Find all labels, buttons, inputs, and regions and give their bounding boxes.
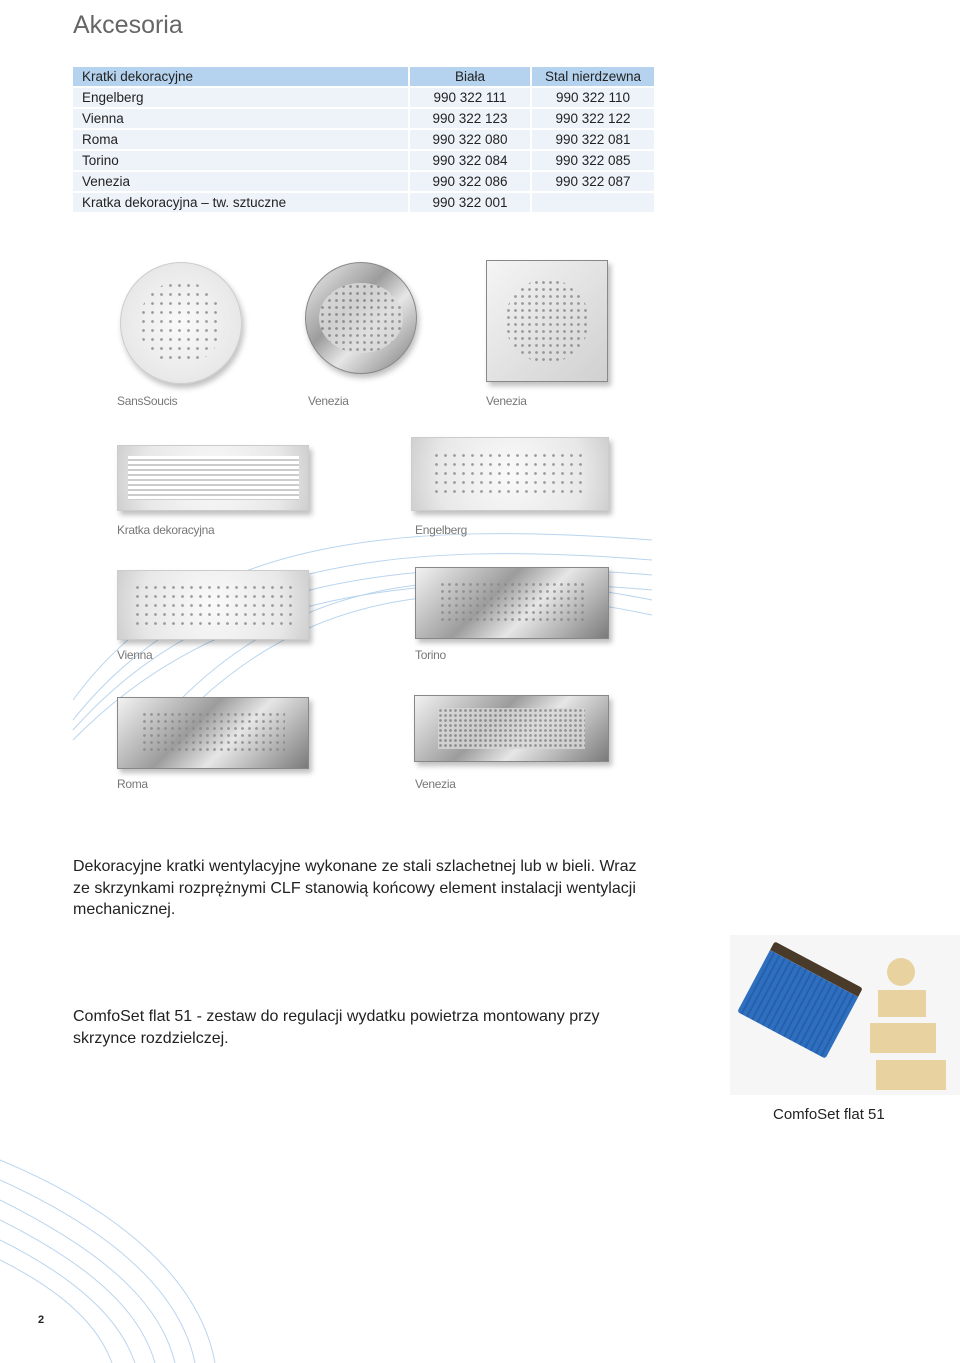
- cell-name: Roma: [73, 130, 408, 151]
- cell-name: Kratka dekoracyjna – tw. sztuczne: [73, 193, 408, 214]
- header-white: Biała: [410, 67, 530, 88]
- gallery-caption: Kratka dekoracyjna: [117, 523, 215, 537]
- grilles-description: Dekoracyjne kratki wentylacyjne wykonane ze stali szlachetnej lub w bieli. Wraz ze skrzynkami rozprężnymi CLF stanowią końcowy element instalacji wentylacji mechanicznej.: [73, 858, 637, 918]
- cell-white: 990 322 001: [410, 193, 530, 214]
- kratka-dekoracyjna-image: [117, 445, 309, 511]
- vienna-grille-image: [117, 570, 309, 640]
- table-row: [73, 109, 654, 130]
- gallery-caption: Roma: [117, 777, 148, 791]
- header-steel: Stal nierdzewna: [532, 67, 654, 88]
- cell-steel: 990 322 087: [532, 172, 654, 193]
- table-row: [73, 130, 654, 151]
- table-row: [73, 88, 654, 109]
- cell-steel: 990 322 122: [532, 109, 654, 130]
- gallery-caption: Vienna: [117, 648, 153, 662]
- engelberg-grille-image: [411, 437, 609, 511]
- comfoset-caption: ComfoSet flat 51: [773, 1106, 885, 1123]
- cell-steel: 990 322 085: [532, 151, 654, 172]
- venezia-round-grille-image: [305, 262, 417, 374]
- torino-grille-image: [415, 567, 609, 639]
- cell-steel: [532, 193, 654, 214]
- cell-white: 990 322 123: [410, 109, 530, 130]
- gallery-caption: Venezia: [415, 777, 456, 791]
- page-title: Akcesoria: [73, 10, 183, 39]
- table-row: [73, 193, 654, 214]
- header-name: Kratki dekoracyjne: [73, 67, 408, 88]
- gallery-caption: Venezia: [308, 394, 349, 408]
- cell-name: Engelberg: [73, 88, 408, 109]
- cell-name: Venezia: [73, 172, 408, 193]
- venezia-rect-grille-image: [414, 695, 609, 762]
- gallery-caption: SansSoucis: [117, 394, 178, 408]
- page-number: 2: [38, 1314, 45, 1326]
- sanssoucis-grille-image: [120, 262, 242, 384]
- roma-grille-image: [117, 697, 309, 769]
- cell-white: 990 322 111: [410, 88, 530, 109]
- venezia-square-grille-image: [486, 260, 608, 382]
- table-row: [73, 151, 654, 172]
- gallery-caption: Torino: [415, 648, 446, 662]
- cell-steel: 990 322 081: [532, 130, 654, 151]
- cell-steel: 990 322 110: [532, 88, 654, 109]
- comfoset-image: [730, 935, 960, 1095]
- table-row: [73, 172, 654, 193]
- cell-name: Torino: [73, 151, 408, 172]
- comfoset-description: ComfoSet flat 51 - zestaw do regulacji wydatku powietrza montowany przy skrzynce rozdzielczej.: [73, 1008, 600, 1047]
- grilles-table: [71, 67, 656, 214]
- gallery-caption: Engelberg: [415, 523, 468, 537]
- gallery-caption: Venezia: [486, 394, 527, 408]
- cell-white: 990 322 084: [410, 151, 530, 172]
- table-header-row: [73, 67, 654, 88]
- cell-white: 990 322 080: [410, 130, 530, 151]
- cell-name: Vienna: [73, 109, 408, 130]
- cell-white: 990 322 086: [410, 172, 530, 193]
